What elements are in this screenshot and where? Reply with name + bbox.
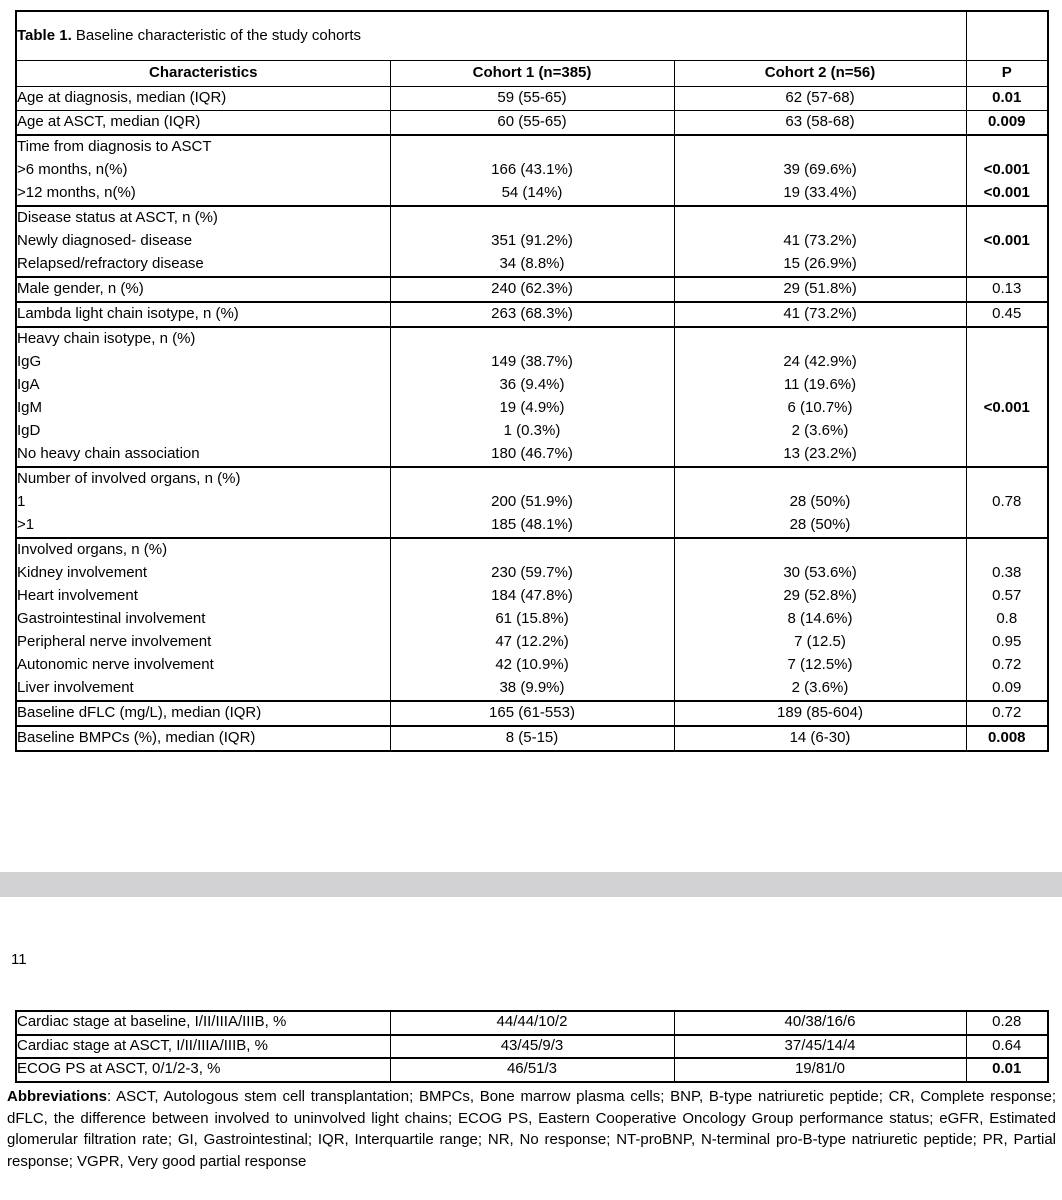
table-row [16, 327, 1048, 351]
row-label: Heavy chain isotype, n (%) [17, 330, 196, 348]
continuation-table [15, 1010, 1049, 1083]
row-label: >12 months, n(%) [16, 182, 390, 206]
p-value [966, 351, 1048, 374]
cohort1-value [390, 327, 674, 351]
cohort1-value: 185 (48.1%) [390, 514, 674, 538]
abbreviations-text: : ASCT, Autologous stem cell transplantation; BMPCs, Bone marrow plasma cells; BNP, B-type natriuretic peptide; CR, Complete response; dFLC, the difference between involved to uninvolved light chains; ECOG PS, Eastern Cooperative Oncology Group performance status; eGFR, Estimated glomerular filtration rate; GI, Gastrointestinal; IQR, Interquartile range; NR, No response; NT-proBNP, N-terminal pro-B-type natriuretic peptide; PR, Partial response; VGPR, Very good partial response [7, 1088, 1056, 1170]
cohort1-value [390, 206, 674, 230]
row-label: Time from diagnosis to ASCT [17, 138, 212, 156]
cohort2-value: 7 (12.5) [674, 631, 966, 654]
table-row [16, 1058, 1048, 1082]
row-label: Male gender, n (%) [16, 277, 390, 302]
row-label: Age at diagnosis, median (IQR) [16, 87, 390, 111]
cohort2-value [674, 135, 966, 159]
p-value: 0.45 [966, 302, 1048, 327]
row-label: Heart involvement [17, 587, 138, 605]
row-label: Number of involved organs, n (%) [17, 470, 241, 488]
cohort2-value [674, 206, 966, 230]
cohort2-value: 37/45/14/4 [674, 1035, 966, 1059]
p-value: <0.001 [966, 182, 1048, 206]
cohort2-value: 2 (3.6%) [674, 420, 966, 443]
table-row [16, 631, 1048, 654]
p-value: 0.72 [966, 654, 1048, 677]
p-value: 0.09 [966, 677, 1048, 701]
cohort2-value: 63 (58-68) [674, 111, 966, 136]
cohort1-value: 38 (9.9%) [390, 677, 674, 701]
cohort1-value: 8 (5-15) [390, 726, 674, 751]
p-value [966, 420, 1048, 443]
row-label: Cardiac stage at baseline, I/II/IIIA/IIIB, % [16, 1011, 390, 1035]
cohort2-value: 39 (69.6%) [674, 159, 966, 182]
cohort1-value: 60 (55-65) [390, 111, 674, 136]
table-row [16, 443, 1048, 467]
cohort2-value: 28 (50%) [674, 491, 966, 514]
cohort2-value: 2 (3.6%) [674, 677, 966, 701]
cohort1-value: 230 (59.7%) [390, 562, 674, 585]
p-value [966, 374, 1048, 397]
row-label: >1 [16, 514, 390, 538]
baseline-characteristics-table [15, 10, 1049, 752]
table-row [16, 277, 1048, 302]
table-caption-empty-cell [966, 11, 1048, 61]
cohort2-value: 62 (57-68) [674, 87, 966, 111]
table-row [16, 206, 1048, 230]
row-label: No heavy chain association [16, 443, 390, 467]
cohort1-value [390, 135, 674, 159]
p-value: 0.28 [966, 1011, 1048, 1035]
table-row [16, 1011, 1048, 1035]
cohort1-value [390, 538, 674, 562]
cohort1-value: 19 (4.9%) [390, 397, 674, 420]
cohort2-value: 189 (85-604) [674, 701, 966, 726]
p-value: 0.57 [966, 585, 1048, 608]
row-label: >6 months, n(%) [17, 161, 128, 179]
header-characteristics: Characteristics [16, 61, 390, 87]
cohort2-value: 29 (52.8%) [674, 585, 966, 608]
p-value: 0.72 [966, 701, 1048, 726]
row-label: Autonomic nerve involvement [17, 656, 214, 674]
table-row [16, 182, 1048, 206]
table-caption-label: Table 1. [17, 26, 72, 44]
cohort2-value: 19/81/0 [674, 1058, 966, 1082]
cohort1-value: 165 (61-553) [390, 701, 674, 726]
p-value: 0.78 [966, 491, 1048, 514]
cohort1-value: 43/45/9/3 [390, 1035, 674, 1059]
cohort2-value: 14 (6-30) [674, 726, 966, 751]
table-row [16, 562, 1048, 585]
cohort1-value: 200 (51.9%) [390, 491, 674, 514]
p-value: <0.001 [966, 159, 1048, 182]
table-row [16, 111, 1048, 136]
row-label: Kidney involvement [17, 564, 148, 582]
row-label: Peripheral nerve involvement [17, 633, 212, 651]
table-row [16, 1035, 1048, 1059]
header-cohort2: Cohort 2 (n=56) [674, 61, 966, 87]
cohort2-value: 19 (33.4%) [674, 182, 966, 206]
cohort1-value: 59 (55-65) [390, 87, 674, 111]
row-label: Baseline dFLC (mg/L), median (IQR) [16, 701, 390, 726]
cohort2-value: 41 (73.2%) [674, 230, 966, 253]
row-label: Lambda light chain isotype, n (%) [16, 302, 390, 327]
table-row [16, 654, 1048, 677]
p-value: 0.01 [966, 1058, 1048, 1082]
cohort1-value: 36 (9.4%) [390, 374, 674, 397]
table-caption [16, 11, 966, 61]
cohort1-value: 184 (47.8%) [390, 585, 674, 608]
p-value [966, 135, 1048, 159]
p-value [966, 253, 1048, 277]
p-value: 0.95 [966, 631, 1048, 654]
cohort1-value: 351 (91.2%) [390, 230, 674, 253]
row-label: Cardiac stage at ASCT, I/II/IIIA/IIIB, % [16, 1035, 390, 1059]
cohort1-value: 46/51/3 [390, 1058, 674, 1082]
row-label: IgG [17, 353, 42, 371]
page-break-divider-bar [0, 872, 1062, 897]
header-p: P [966, 61, 1048, 87]
cohort2-value: 7 (12.5%) [674, 654, 966, 677]
cohort1-value [390, 467, 674, 491]
row-label: Gastrointestinal involvement [17, 610, 206, 628]
table-row [16, 608, 1048, 631]
cohort1-value: 34 (8.8%) [390, 253, 674, 277]
cohort1-value: 47 (12.2%) [390, 631, 674, 654]
p-value [966, 514, 1048, 538]
p-value [966, 206, 1048, 230]
abbreviations-label: Abbreviations [7, 1088, 108, 1105]
table-row [16, 230, 1048, 253]
p-value: 0.8 [966, 608, 1048, 631]
cohort1-value: 44/44/10/2 [390, 1011, 674, 1035]
table-row [16, 351, 1048, 374]
cohort2-value: 24 (42.9%) [674, 351, 966, 374]
table-row [16, 726, 1048, 751]
cohort1-value: 1 (0.3%) [390, 420, 674, 443]
p-value [966, 443, 1048, 467]
cohort2-value: 29 (51.8%) [674, 277, 966, 302]
cohort1-value: 61 (15.8%) [390, 608, 674, 631]
p-value [966, 327, 1048, 351]
cohort2-value: 40/38/16/6 [674, 1011, 966, 1035]
p-value [966, 538, 1048, 562]
abbreviations-note [7, 1086, 1056, 1172]
row-label: IgA [17, 376, 40, 394]
cohort1-value: 240 (62.3%) [390, 277, 674, 302]
table-row [16, 397, 1048, 420]
cohort2-value: 28 (50%) [674, 514, 966, 538]
table-row [16, 677, 1048, 701]
p-value: 0.009 [966, 111, 1048, 136]
p-value: 0.38 [966, 562, 1048, 585]
p-value: 0.64 [966, 1035, 1048, 1059]
cohort2-value: 30 (53.6%) [674, 562, 966, 585]
table-row [16, 585, 1048, 608]
row-label: Relapsed/refractory disease [16, 253, 390, 277]
p-value: <0.001 [966, 397, 1048, 420]
table-row [16, 420, 1048, 443]
row-label: IgM [17, 399, 43, 417]
cohort1-value: 166 (43.1%) [390, 159, 674, 182]
row-label: Involved organs, n (%) [17, 541, 168, 559]
cohort1-value: 180 (46.7%) [390, 443, 674, 467]
cohort2-value [674, 467, 966, 491]
table-row [16, 491, 1048, 514]
p-value: 0.008 [966, 726, 1048, 751]
table-row [16, 159, 1048, 182]
row-label: 1 [17, 493, 26, 511]
table-row [16, 374, 1048, 397]
row-label: Liver involvement [16, 677, 390, 701]
cohort2-value: 11 (19.6%) [674, 374, 966, 397]
cohort2-value: 8 (14.6%) [674, 608, 966, 631]
p-value: <0.001 [966, 230, 1048, 253]
p-value: 0.13 [966, 277, 1048, 302]
cohort2-value [674, 327, 966, 351]
header-cohort1: Cohort 1 (n=385) [390, 61, 674, 87]
table-row [16, 467, 1048, 491]
table-caption-text: Baseline characteristic of the study cohorts [71, 26, 362, 44]
cohort1-value: 263 (68.3%) [390, 302, 674, 327]
row-label: ECOG PS at ASCT, 0/1/2-3, % [17, 1060, 221, 1078]
cohort1-value: 42 (10.9%) [390, 654, 674, 677]
table-row [16, 135, 1048, 159]
row-label: Newly diagnosed- disease [17, 232, 193, 250]
page-number: 11 [11, 951, 27, 968]
row-label: IgD [17, 422, 41, 440]
cohort2-value: 6 (10.7%) [674, 397, 966, 420]
table-caption-row [16, 11, 1048, 61]
row-label: Baseline BMPCs (%), median (IQR) [17, 729, 256, 747]
table-row [16, 253, 1048, 277]
cohort2-value: 15 (26.9%) [674, 253, 966, 277]
table-row [16, 514, 1048, 538]
table-row [16, 538, 1048, 562]
p-value: 0.01 [966, 87, 1048, 111]
cohort1-value: 149 (38.7%) [390, 351, 674, 374]
p-value [966, 467, 1048, 491]
table-row [16, 87, 1048, 111]
table-row [16, 302, 1048, 327]
cohort1-value: 54 (14%) [390, 182, 674, 206]
cohort2-value [674, 538, 966, 562]
cohort2-value: 41 (73.2%) [674, 302, 966, 327]
cohort2-value: 13 (23.2%) [674, 443, 966, 467]
table-row [16, 701, 1048, 726]
row-label: Disease status at ASCT, n (%) [17, 209, 218, 227]
row-label: Age at ASCT, median (IQR) [16, 111, 390, 136]
table-header-row [16, 61, 1048, 87]
